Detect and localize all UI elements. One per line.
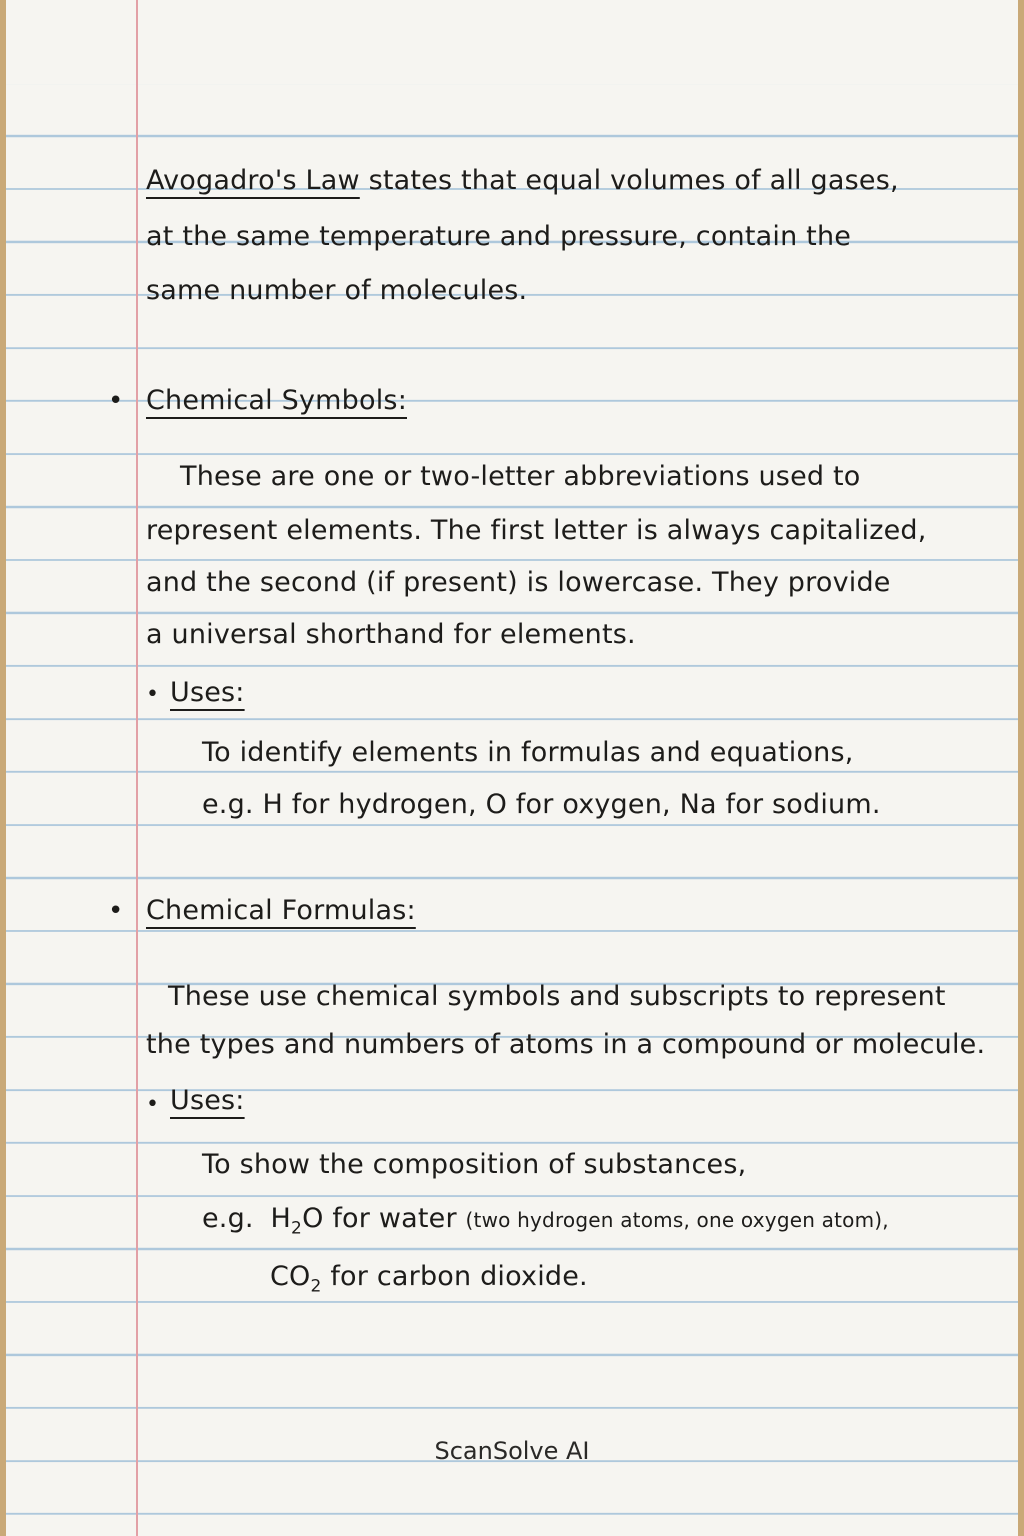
- avogadro-law-term: Avogadro's Law: [146, 165, 360, 196]
- formulas-desc-1: These use chemical symbols and subscripts to represent: [168, 981, 946, 1012]
- co2-text: for carbon dioxide.: [330, 1261, 588, 1292]
- co2-subscript: 2: [310, 1276, 322, 1297]
- symbols-desc-1: These are one or two-letter abbreviations used to: [180, 461, 861, 492]
- water-subscript: 2: [291, 1218, 303, 1239]
- intro-line-1: [146, 164, 899, 198]
- intro-line-2: at the same temperature and pressure, contain the: [146, 221, 852, 252]
- formulas-uses-bullet: •: [146, 1092, 159, 1117]
- symbols-bullet: •: [108, 386, 124, 416]
- formulas-desc-2: the types and numbers of atoms in a compound or molecule.: [146, 1029, 986, 1060]
- symbols-heading: [146, 384, 407, 418]
- symbols-desc-4: a universal shorthand for elements.: [146, 619, 636, 650]
- margin-line: [136, 0, 138, 1536]
- formulas-co2-line: [270, 1260, 588, 1303]
- water-h: H: [270, 1203, 292, 1234]
- intro-line-3: same number of molecules.: [146, 275, 528, 306]
- formulas-water-line: [202, 1202, 889, 1245]
- formulas-heading-text: Chemical Formulas:: [146, 895, 416, 926]
- formulas-bullet: •: [108, 896, 124, 926]
- water-formula: [270, 1203, 324, 1239]
- paper-edge-left: [0, 0, 6, 1536]
- symbols-heading-text: Chemical Symbols:: [146, 385, 407, 416]
- symbols-use-2: e.g. H for hydrogen, O for oxygen, Na for sodium.: [202, 789, 881, 820]
- co2-co: CO: [270, 1261, 311, 1292]
- formulas-uses-label: [170, 1084, 245, 1118]
- formulas-heading: [146, 894, 416, 928]
- water-text: for water: [332, 1203, 457, 1234]
- intro-line-1-rest: states that equal volumes of all gases,: [368, 165, 899, 196]
- eg-label: e.g.: [202, 1203, 254, 1234]
- footer-brand: ScanSolve AI: [434, 1437, 590, 1465]
- co2-formula: [270, 1261, 322, 1297]
- symbols-use-1: To identify elements in formulas and equations,: [202, 737, 854, 768]
- symbols-uses-label: [170, 676, 245, 710]
- symbols-uses-label-text: Uses:: [170, 677, 245, 708]
- formulas-uses-label-text: Uses:: [170, 1085, 245, 1116]
- paper-edge-right: [1018, 0, 1024, 1536]
- symbols-desc-2: represent elements. The first letter is always capitalized,: [146, 515, 927, 546]
- symbols-uses-bullet: •: [146, 682, 159, 707]
- symbols-desc-3: and the second (if present) is lowercase. They provide: [146, 567, 891, 598]
- water-note: (two hydrogen atoms, one oxygen atom),: [465, 1208, 889, 1232]
- water-o: O: [302, 1203, 324, 1234]
- formulas-use-1: To show the composition of substances,: [202, 1149, 747, 1180]
